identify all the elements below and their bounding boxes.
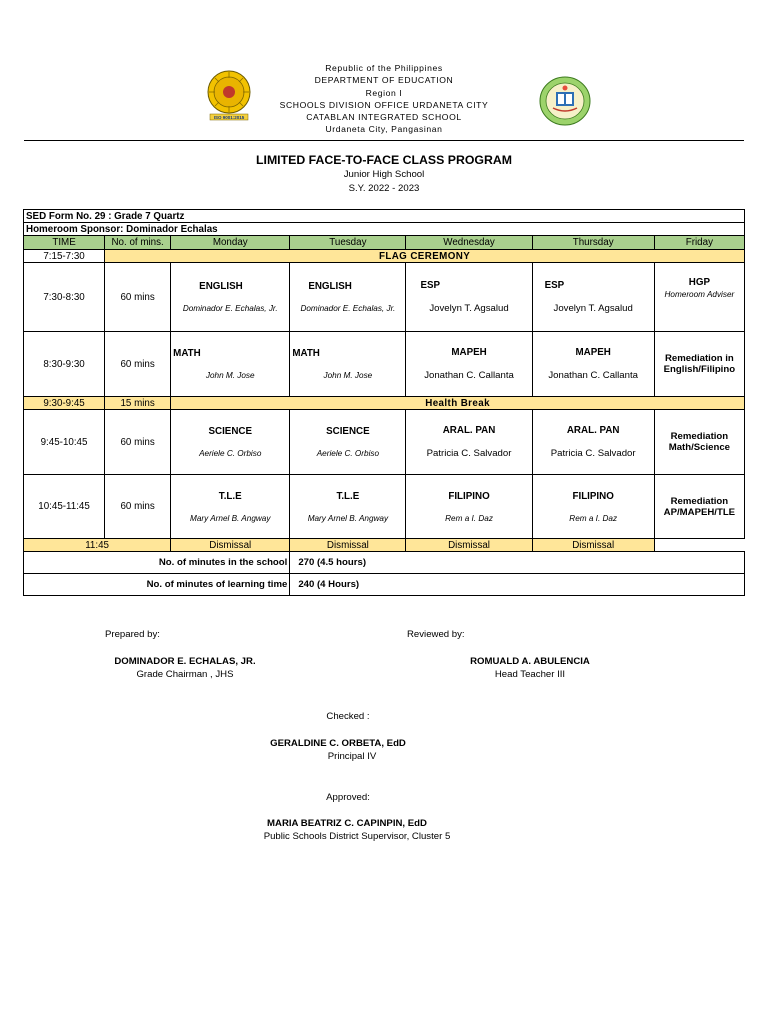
- slot-mins: 60 mins: [105, 410, 171, 475]
- subject-label: MAPEH: [575, 347, 611, 358]
- slot-mins: 60 mins: [105, 332, 171, 397]
- class-program-table: [23, 209, 745, 596]
- col-header-monday: Monday: [171, 236, 290, 250]
- school-year: S.Y. 2022 - 2023: [348, 183, 420, 194]
- approved-name: MARIA BEATRIZ C. CAPINPIN, EdD: [267, 818, 427, 829]
- dismissal-tuesday: Dismissal: [290, 539, 406, 552]
- monday-cell: [171, 410, 290, 475]
- col-header-time: TIME: [24, 236, 105, 250]
- slot-mins: 60 mins: [105, 475, 171, 539]
- dismissal-time: 11:45: [24, 539, 171, 552]
- dismissal-monday: Dismissal: [171, 539, 290, 552]
- subject-label: ESP: [420, 280, 441, 291]
- thursday-cell: [532, 263, 654, 332]
- page-title: LIMITED FACE-TO-FACE CLASS PROGRAM: [256, 153, 512, 167]
- subject-label: FILIPINO: [448, 490, 490, 502]
- learning-minutes-label: No. of minutes of learning time: [24, 574, 290, 596]
- teacher-name: John M. Jose: [323, 371, 373, 380]
- header-line: SCHOOLS DIVISION OFFICE URDANETA CITY: [279, 99, 489, 110]
- break-mins: 15 mins: [105, 397, 171, 410]
- subject-label: T.L.E: [218, 490, 242, 502]
- teacher-name: Mary Arnel B. Angway: [190, 513, 271, 523]
- school-header: [0, 62, 768, 136]
- checked-position: Principal IV: [327, 751, 377, 762]
- subject-label: SCIENCE: [326, 426, 370, 437]
- thursday-cell: [532, 332, 654, 397]
- subject-label: ARAL. PAN: [566, 425, 620, 436]
- flag-time: 7:15-7:30: [24, 250, 105, 263]
- health-break: Health Break: [171, 397, 745, 410]
- header-line: Republic of the Philippines: [325, 63, 443, 73]
- header-line: Urdaneta City, Pangasinan: [325, 124, 443, 135]
- subject-label: MAPEH: [451, 347, 487, 358]
- wednesday-cell: [406, 332, 532, 397]
- prepared-name: DOMINADOR E. ECHALAS, JR.: [114, 656, 256, 667]
- teacher-name: Jonathan C. Callanta: [548, 370, 638, 381]
- monday-cell: [171, 332, 290, 397]
- teacher-name: Dominador E. Echalas, Jr.: [182, 304, 278, 313]
- slot-time: 7:30-8:30: [24, 263, 105, 332]
- header-line: Region I: [365, 87, 403, 98]
- friday-cell: [654, 263, 744, 332]
- subject-label: ESP: [544, 280, 565, 291]
- monday-cell: [171, 475, 290, 539]
- flag-ceremony: FLAG CEREMONY: [105, 250, 745, 263]
- minutes-in-school-label: No. of minutes in the school: [24, 552, 290, 574]
- tuesday-cell: [290, 332, 406, 397]
- friday-cell: Remediation Math/Science: [654, 410, 744, 475]
- minutes-in-school-value: 270 (4.5 hours): [290, 552, 745, 574]
- subject-label: ARAL. PAN: [442, 425, 496, 436]
- teacher-name: Rem a I. Daz: [569, 513, 618, 523]
- tuesday-cell: [290, 263, 406, 332]
- wednesday-cell: [406, 475, 532, 539]
- teacher-name: Dominador E. Echalas, Jr.: [300, 304, 396, 313]
- subject-label: MATH: [292, 348, 320, 359]
- teacher-name: Mary Arnel B. Angway: [307, 513, 389, 523]
- slot-time: 10:45-11:45: [24, 475, 105, 539]
- teacher-name: Patricia C. Salvador: [550, 448, 636, 459]
- approved-label: Approved:: [326, 792, 370, 803]
- reviewed-position: Head Teacher III: [494, 669, 566, 680]
- subject-label: SCIENCE: [208, 426, 253, 437]
- wednesday-cell: [406, 410, 532, 475]
- subject-label: HGP: [688, 277, 710, 288]
- subject-label: ENGLISH: [199, 281, 243, 292]
- teacher-name: Homeroom Adviser: [664, 290, 735, 299]
- prepared-position: Grade Chairman , JHS: [136, 669, 234, 680]
- homeroom-sponsor: Homeroom Sponsor: Dominador Echalas: [24, 223, 745, 236]
- friday-cell: Remediation in English/Filipino: [654, 332, 744, 397]
- tuesday-cell: [290, 410, 406, 475]
- learning-minutes-value: 240 (4 Hours): [290, 574, 745, 596]
- teacher-name: Rem a I. Daz: [445, 513, 493, 523]
- approved-position: Public Schools District Supervisor, Cluster 5: [263, 831, 451, 842]
- slot-time: 9:45-10:45: [24, 410, 105, 475]
- teacher-name: Jovelyn T. Agsalud: [553, 303, 633, 314]
- subject-label: ENGLISH: [308, 281, 352, 292]
- teacher-name: Jonathan C. Callanta: [424, 370, 514, 381]
- wednesday-cell: [406, 263, 532, 332]
- school-level: Junior High School: [343, 169, 425, 180]
- dismissal-wednesday: Dismissal: [406, 539, 532, 552]
- tuesday-cell: [290, 475, 406, 539]
- teacher-name: Aeriele C. Orbiso: [316, 449, 380, 458]
- reviewed-name: ROMUALD A. ABULENCIA: [470, 656, 590, 667]
- col-header-wednesday: Wednesday: [406, 236, 532, 250]
- col-header-thursday: Thursday: [532, 236, 654, 250]
- col-header-mins: No. of mins.: [105, 236, 171, 250]
- thursday-cell: [532, 410, 654, 475]
- checked-name: GERALDINE C. ORBETA, EdD: [270, 738, 406, 749]
- col-header-tuesday: Tuesday: [290, 236, 406, 250]
- form-label: SED Form No. 29 : Grade 7 Quartz: [24, 210, 745, 223]
- table-row: [24, 263, 745, 332]
- monday-cell: [171, 263, 290, 332]
- table-row: [24, 410, 745, 475]
- slot-mins: 60 mins: [105, 263, 171, 332]
- header-line: CATABLAN INTEGRATED SCHOOL: [306, 112, 462, 123]
- svg-text:ISO 9001:2015: ISO 9001:2015: [213, 114, 245, 120]
- empty-cell: [654, 539, 744, 552]
- teacher-name: Jovelyn T. Agsalud: [429, 303, 509, 314]
- header-divider: [24, 140, 744, 141]
- table-row: [24, 475, 745, 539]
- header-line: DEPARTMENT OF EDUCATION: [314, 75, 454, 86]
- subject-label: MATH: [173, 348, 201, 359]
- prepared-label: Prepared by:: [105, 629, 160, 640]
- subject-label: FILIPINO: [572, 490, 614, 502]
- slot-time: 8:30-9:30: [24, 332, 105, 397]
- dismissal-thursday: Dismissal: [532, 539, 654, 552]
- col-header-friday: Friday: [654, 236, 744, 250]
- thursday-cell: [532, 475, 654, 539]
- table-row: [24, 332, 745, 397]
- subject-label: T.L.E: [336, 490, 360, 502]
- reviewed-label: Reviewed by:: [407, 629, 465, 640]
- teacher-name: Aeriele C. Orbiso: [199, 449, 262, 458]
- teacher-name: Patricia C. Salvador: [426, 448, 512, 459]
- break-time: 9:30-9:45: [24, 397, 105, 410]
- checked-label: Checked :: [326, 711, 370, 722]
- teacher-name: John M. Jose: [205, 371, 255, 380]
- friday-cell: Remediation AP/MAPEH/TLE: [654, 475, 744, 539]
